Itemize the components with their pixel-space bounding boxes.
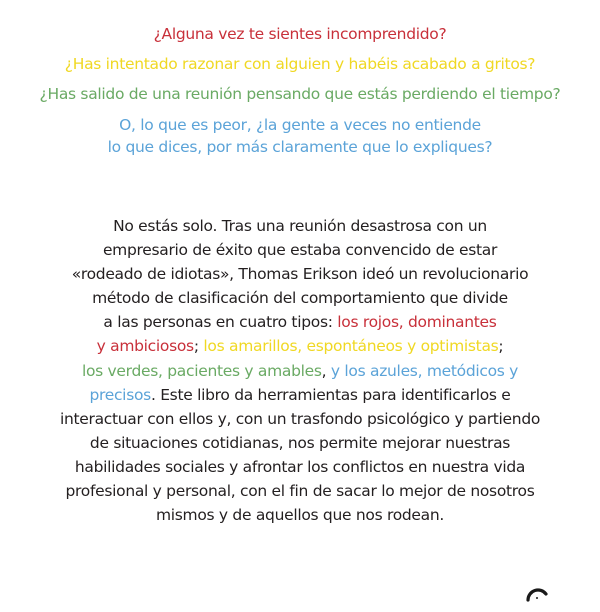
type-yellow-text: los amarillos, espontáneos y optimistas xyxy=(203,337,499,356)
separator: ; xyxy=(498,337,504,356)
publisher-logo-icon xyxy=(524,584,552,612)
synopsis-line: profesional y personal, con el fin de sacar lo mejor de nosotros xyxy=(65,482,535,501)
synopsis-text: a las personas en cuatro tipos: xyxy=(103,313,338,332)
synopsis-line xyxy=(0,334,600,358)
question-blue-line-2: lo que dices, por más claramente que lo expliques? xyxy=(107,138,493,156)
synopsis-line: mismos y de aquellos que nos rodean. xyxy=(155,506,445,525)
synopsis-line xyxy=(0,310,600,334)
separator: , xyxy=(321,361,331,380)
question-green: ¿Has salido de una reunión pensando que estás perdiendo el tiempo? xyxy=(39,85,561,103)
synopsis-line xyxy=(0,359,600,383)
synopsis-text: . Este libro da herramientas para identificarlos e xyxy=(150,385,511,404)
synopsis-line: de situaciones cotidianas, nos permite mejorar nuestras xyxy=(89,433,511,452)
question-blue-line-1: O, lo que es peor, ¿la gente a veces no entiende xyxy=(119,116,481,134)
type-red-text: los rojos, dominantes xyxy=(337,313,497,332)
question-block xyxy=(0,24,600,158)
question-blue xyxy=(0,114,600,158)
synopsis-line xyxy=(0,383,600,407)
separator: ; xyxy=(193,337,204,356)
synopsis-line: empresario de éxito que estaba convencido de estar xyxy=(102,241,498,260)
type-blue-text: y los azules, metódicos y xyxy=(330,361,519,380)
synopsis-line: «rodeado de idiotas», Thomas Erikson ideó un revolucionario xyxy=(71,265,529,284)
synopsis-line: método de clasificación del comportamiento que divide xyxy=(92,289,508,308)
synopsis-line: habilidades sociales y afrontar los conflictos en nuestra vida xyxy=(74,457,526,476)
type-green-text: los verdes, pacientes y amables xyxy=(81,361,322,380)
synopsis-line: interactuar con ellos y, con un trasfondo psicológico y partiendo xyxy=(59,409,541,428)
synopsis-paragraph xyxy=(0,214,600,527)
question-yellow: ¿Has intentado razonar con alguien y habéis acabado a gritos? xyxy=(64,55,536,73)
type-blue-text: precisos xyxy=(89,385,151,404)
question-red: ¿Alguna vez te sientes incomprendido? xyxy=(153,25,447,43)
type-red-text: y ambiciosos xyxy=(96,337,194,356)
synopsis-line: No estás solo. Tras una reunión desastrosa con un xyxy=(113,217,487,235)
